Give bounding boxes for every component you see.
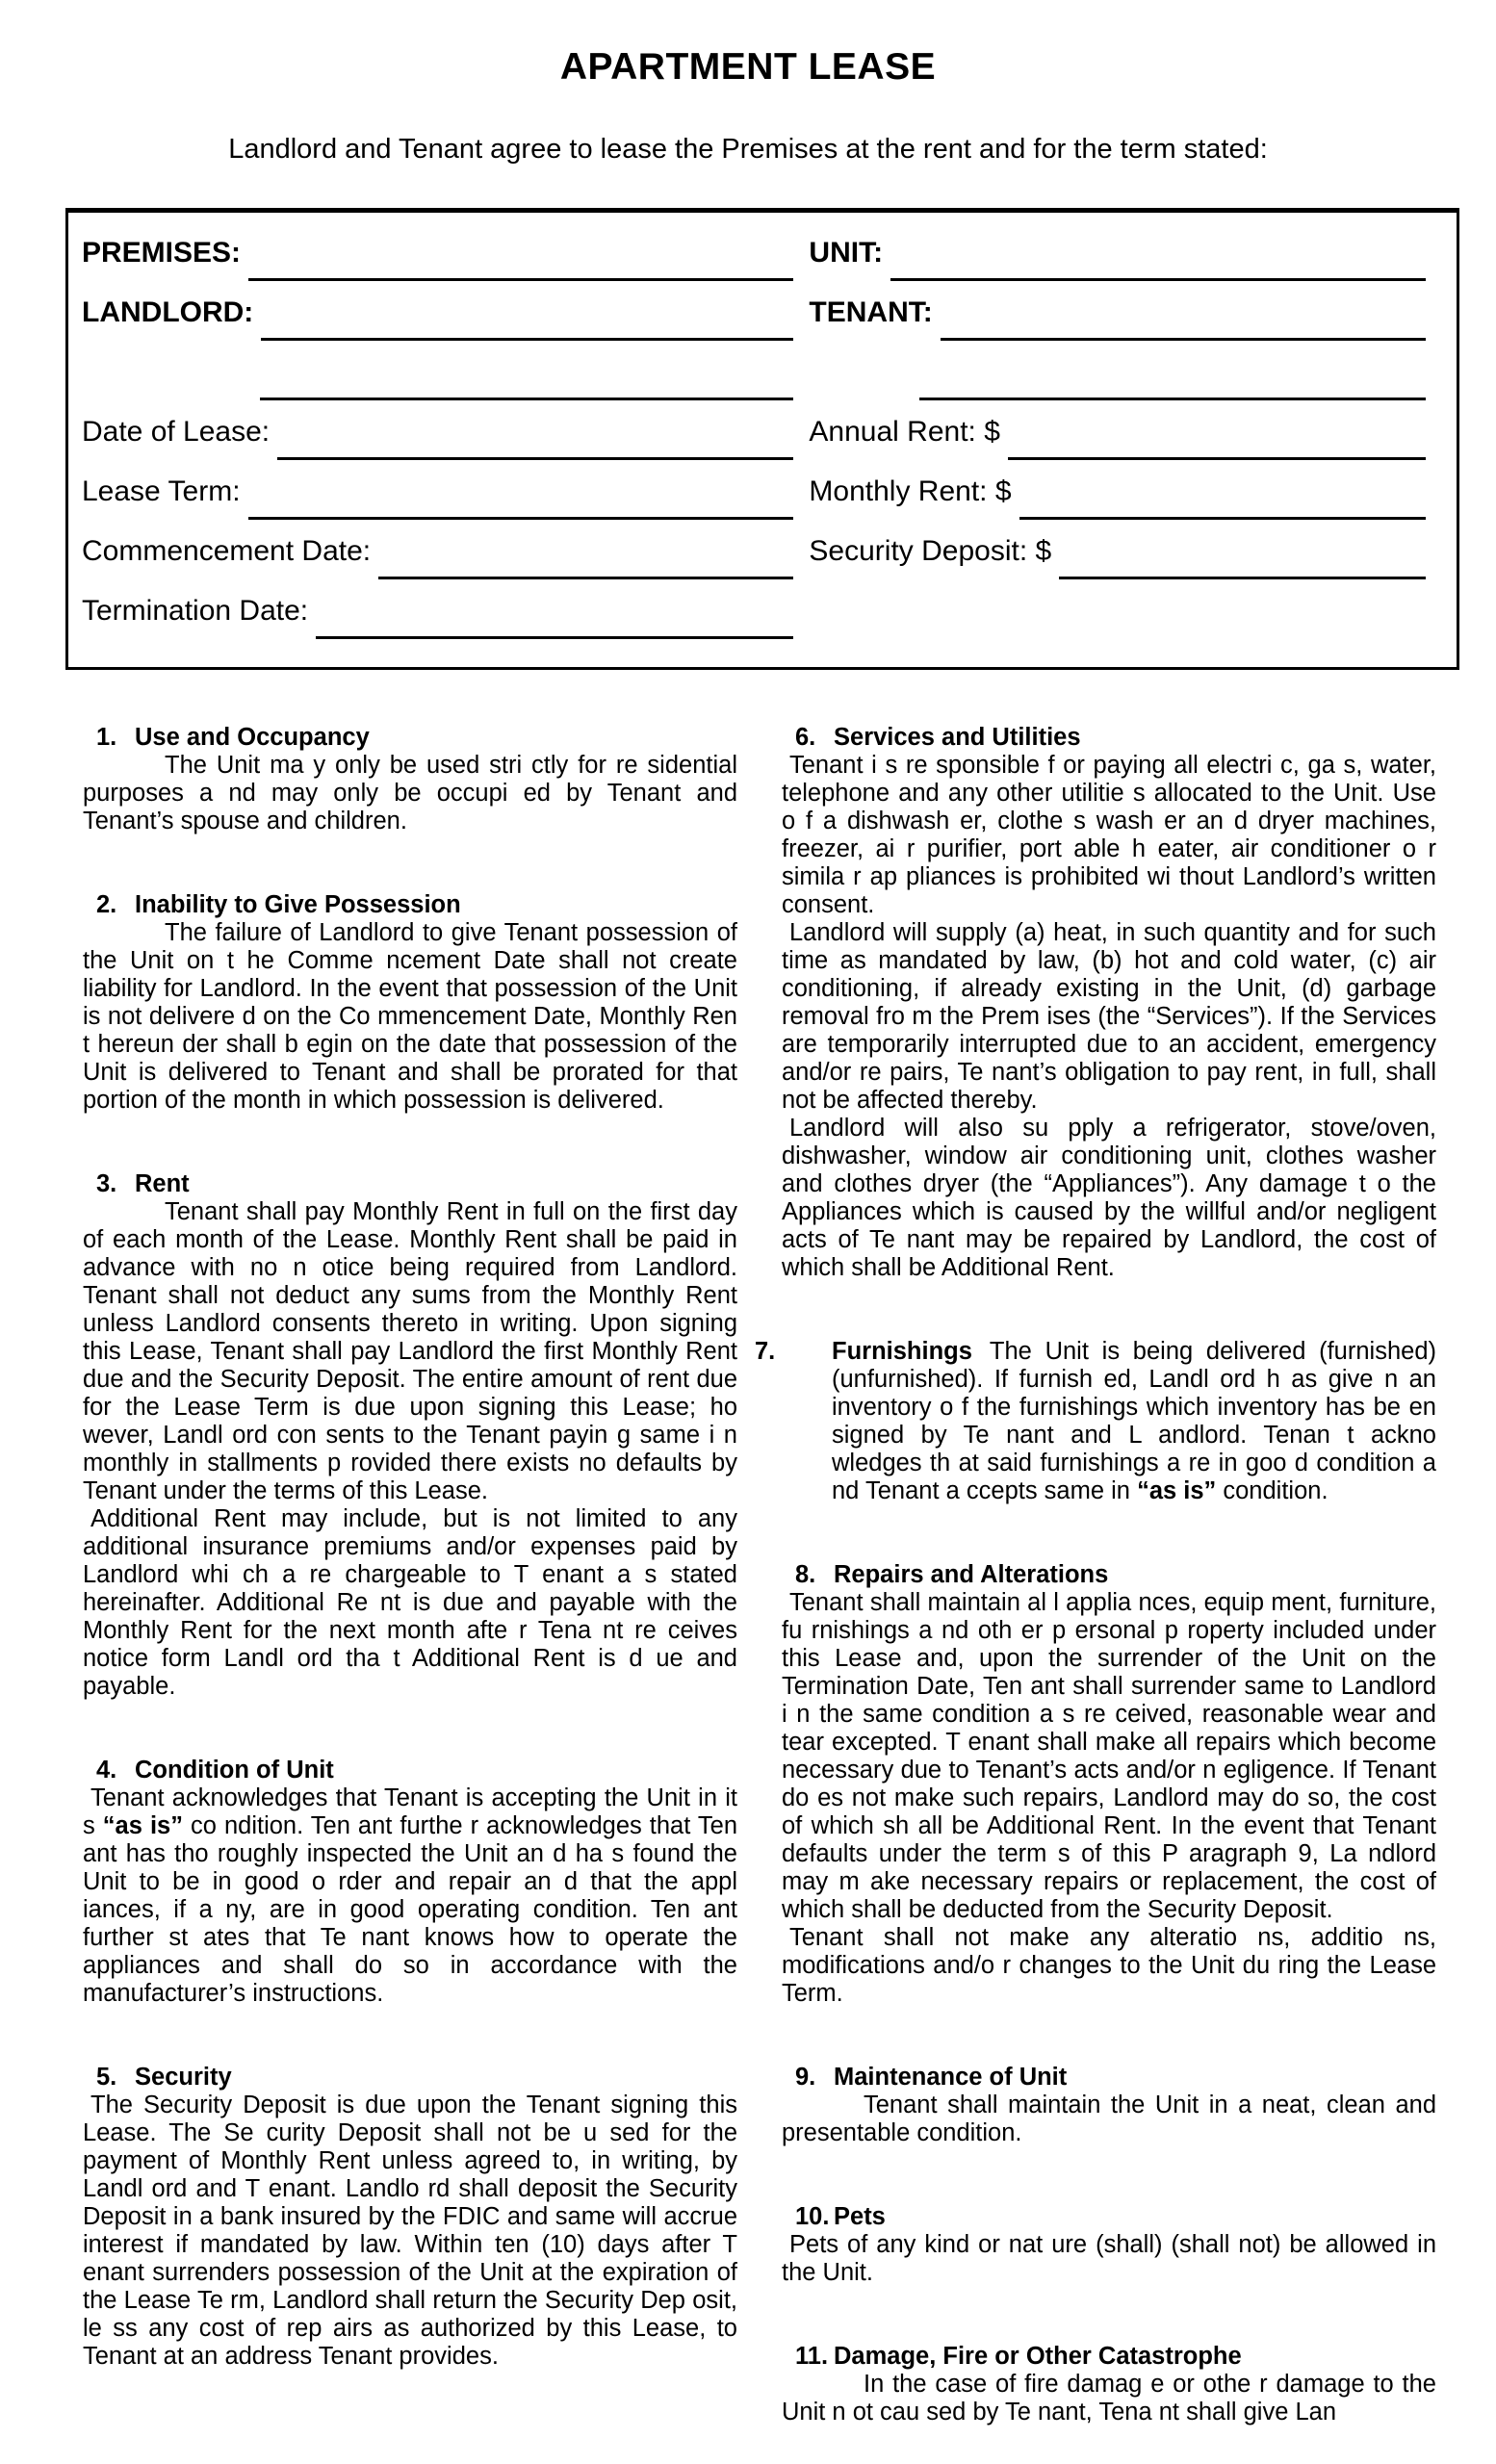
section-paragraph: 7. Furnishings The Unit is being delivered (furnished) (unfurnished). If furnish ed, Landl ord h as give n an inventory o f the furnishings which inventory has be en signed by Te nant and L andlord. Tenan t ackno wledges th at said furnishings a re in goo d condition a nd Tenant a ccepts same in “as is” condition.	[755, 1338, 1436, 1504]
section-heading	[782, 1561, 1436, 1589]
section-title: Services and Utilities	[834, 724, 1081, 751]
lease-section	[782, 724, 1436, 1282]
form-cell	[82, 413, 809, 473]
section-title: Pets	[834, 2203, 886, 2230]
section-number: 2.	[96, 891, 117, 918]
form-row	[82, 234, 1441, 294]
section-number: 10.	[795, 2203, 830, 2230]
document-subtitle: Landlord and Tenant agree to lease the Premises at the rent and for the term stated:	[228, 134, 1268, 165]
section-heading	[782, 724, 1436, 752]
fill-in-blank-line	[890, 234, 1426, 281]
section-number: 9.	[795, 2064, 816, 2091]
form-cell	[82, 353, 809, 413]
section-paragraph: Additional Rent may include, but is not limited to any additional insurance premiums and/or expenses paid by Landlord whi ch a re chargeable to T enant a s stated hereinafter. Additional Re nt is due and payable with the Monthly Rent for the next month afte r Tena nt re ceives notice form Landl ord tha t Additional Rent is d ue and payable.	[83, 1505, 737, 1700]
emphasized-text: “as is”	[1137, 1477, 1217, 1504]
section-number: 1.	[96, 724, 117, 751]
field-label: Termination Date:	[82, 595, 309, 627]
lease-section	[782, 2064, 1436, 2147]
section-title: Furnishings	[832, 1338, 972, 1365]
section-paragraph: The failure of Landlord to give Tenant possession of the Unit on t he Comme ncement Date shall not create liability for Landlord. In the event that possession of the Unit is not delivere d on the Co mmencement Date, Monthly Ren t hereun der shall b egin on the date that possession of the Unit is delivered to Tenant and shall be prorated for that portion of the month in which possession is delivered.	[83, 919, 737, 1114]
section-number: 8.	[795, 1561, 816, 1588]
field-label: Monthly Rent: $	[809, 475, 1012, 507]
section-title: Damage, Fire or Other Catastrophe	[834, 2343, 1242, 2370]
section-title: Maintenance of Unit	[834, 2064, 1068, 2091]
section-paragraph: Tenant acknowledges that Tenant is accepting the Unit in it s “as is” co ndition. Ten ant furthe r acknowledges that Ten ant has tho roughly inspected the Unit an d ha s found the Unit to be in good o rder and repair an d that the appl iances, if a ny, are in good operating condition. Ten ant further st ates that Te nant knows how to operate the appliances and shall do so in accordance with the manufacturer’s instructions.	[83, 1784, 738, 2007]
form-cell	[809, 413, 1441, 473]
section-paragraph: Tenant i s re sponsible f or paying all electri c, ga s, water, telephone and any other utilitie s allocated to the Unit. Use o f a dishwash er, clothe s wash er an d dryer machines, freezer, ai r purifier, port able h eater, air conditioner o r simila r ap pliances is prohibited wi thout Landlord’s written consent.	[782, 752, 1436, 918]
lease-section	[782, 1561, 1436, 2008]
fill-in-blank-line	[261, 294, 793, 341]
fill-in-blank-line	[277, 413, 793, 460]
field-label: Date of Lease:	[82, 416, 271, 448]
fill-in-blank-line	[919, 353, 1426, 400]
form-cell	[809, 473, 1441, 532]
section-paragraph: The Unit ma y only be used stri ctly for re sidential purposes a nd may only be occupi ed by Tenant and Tenant’s spouse and children.	[83, 752, 737, 834]
lease-section	[83, 1757, 737, 2008]
form-cell	[82, 234, 809, 294]
section-heading	[782, 2203, 1436, 2231]
form-cell	[809, 532, 1441, 592]
section-heading	[83, 891, 737, 919]
section-title: Use and Occupancy	[135, 724, 370, 751]
fill-in-blank-line	[1019, 473, 1426, 520]
field-label: TENANT:	[809, 296, 933, 328]
form-row	[82, 532, 1441, 592]
emphasized-text: “as is”	[102, 1812, 183, 1839]
form-cell	[82, 592, 809, 652]
section-number: 6.	[795, 724, 816, 751]
lease-section	[83, 724, 737, 835]
lease-section	[83, 2064, 737, 2371]
fill-in-blank-line	[316, 592, 793, 639]
lease-section	[782, 2343, 1436, 2426]
fill-in-blank-line	[1008, 413, 1426, 460]
right-column	[755, 724, 1436, 2426]
section-paragraph: In the case of fire damag e or othe r damage to the Unit n ot cau sed by Te nant, Tena nt shall give Lan	[782, 2371, 1436, 2426]
form-row	[82, 353, 1441, 413]
section-title: Condition of Unit	[135, 1757, 334, 1784]
section-paragraph: Tenant shall pay Monthly Rent in full on the first day of each month of the Lease. Monthly Rent shall be paid in advance with no n otice being required from Landlord. Tenant shall not deduct any sums from the Monthly Rent unless Landlord consents thereto in writing. Upon signing this Lease, Tenant shall pay Landlord the first Monthly Rent due and the Security Deposit. The entire amount of rent due for the Lease Term is due upon signing this Lease; ho wever, Landl ord con sents to the Tenant payin g same i n monthly in stallments p rovided there exists no defaults by Tenant under the terms of this Lease.	[83, 1198, 737, 1504]
fill-in-blank-line	[248, 473, 794, 520]
lease-body	[83, 724, 1436, 2426]
section-paragraph: The Security Deposit is due upon the Tenant signing this Lease. The Se curity Deposit shall not be u sed for the payment of Monthly Rent unless agreed to, in writing, by Landl ord and T enant. Landlo rd shall deposit the Security Deposit in a bank insured by the FDIC and same will accrue interest if mandated by law. Within ten (10) days after T enant surrenders possession of the Unit at the expiration of the Lease Te rm, Landlord shall return the Security Dep osit, le ss any cost of rep airs as authorized by this Lease, to Tenant at an address Tenant provides.	[83, 2092, 737, 2370]
section-number: 11.	[795, 2343, 829, 2370]
field-label: PREMISES:	[82, 237, 242, 269]
section-paragraph: Landlord will also su pply a refrigerator, stove/oven, dishwasher, window air conditioning unit, clothes washer and clothes dryer (the “Appliances”). Any damage t o the Appliances which is caused by the willful and/or negligent acts of Te nant may be repaired by Landlord, the cost of which shall be Additional Rent.	[782, 1115, 1436, 1281]
field-label: Lease Term:	[82, 475, 241, 507]
fill-in-blank-line	[378, 532, 793, 579]
section-paragraph: Tenant shall maintain al l applia nces, equip ment, furniture, fu rnishings a nd oth er p ersonal p roperty included under this Lease and, upon the surrender of the Unit on the Termination Date, Ten ant shall surrender same to Landlord i n the same condition a s re ceived, reasonable wear and tear excepted. T enant shall make all repairs which become necessary due to Tenant’s acts and/or n egligence. If Tenant do es not make such repairs, Landlord may do so, the cost of which sh all be Additional Rent. In the event that Tenant defaults under the term s of this P aragraph 9, La ndlord may m ake necessary repairs or replacement, the cost of which shall be deducted from the Security Deposit.	[782, 1589, 1436, 1923]
section-heading	[83, 724, 737, 752]
section-number: 3.	[96, 1170, 117, 1197]
section-title: Rent	[135, 1170, 190, 1197]
lease-section	[83, 891, 737, 1115]
section-paragraph: Landlord will supply (a) heat, in such quantity and for such time as mandated by law, (b) hot and cold water, (c) air conditioning, if already existing in the Unit, (d) garbage removal fro m the Prem ises (the “Services”). If the Services are temporarily interrupted due to an accident, emergency and/or re pairs, Te nant’s obligation to pay rent, in full, shall not be affected thereby.	[782, 919, 1436, 1114]
lease-section	[782, 2203, 1436, 2287]
field-label: Commencement Date:	[82, 535, 372, 567]
section-paragraph: Tenant shall maintain the Unit in a neat, clean and presentable condition.	[782, 2092, 1436, 2146]
form-row	[82, 294, 1441, 353]
field-label: LANDLORD:	[82, 296, 254, 328]
field-label: UNIT:	[809, 237, 884, 269]
form-row	[82, 413, 1441, 473]
form-cell	[82, 294, 809, 353]
form-row	[82, 592, 1441, 652]
section-heading	[782, 2343, 1436, 2371]
field-label: Security Deposit: $	[809, 535, 1052, 567]
section-title: Repairs and Alterations	[834, 1561, 1109, 1588]
form-cell	[809, 234, 1441, 294]
form-cell	[82, 532, 809, 592]
section-title: Security	[135, 2064, 232, 2091]
section-number: 5.	[96, 2064, 117, 2091]
document-title: APARTMENT LEASE	[559, 46, 937, 88]
section-heading	[782, 2064, 1436, 2092]
section-heading	[83, 1757, 737, 1784]
lease-section	[83, 1170, 737, 1701]
fill-in-blank-line	[941, 294, 1426, 341]
section-heading	[83, 1170, 737, 1198]
field-label: Annual Rent: $	[809, 416, 1000, 448]
section-number: 4.	[96, 1757, 117, 1784]
form-cell	[809, 592, 1441, 652]
form-cell	[82, 473, 809, 532]
fill-in-blank-line	[248, 234, 793, 281]
section-paragraph: Pets of any kind or nat ure (shall) (shall not) be allowed in the Unit.	[782, 2231, 1436, 2286]
section-title: Inability to Give Possession	[135, 891, 461, 918]
form-cell	[809, 353, 1441, 413]
lease-section	[755, 1338, 1436, 1505]
left-column	[83, 724, 737, 2426]
fill-in-blank-line	[1059, 532, 1426, 579]
section-heading	[83, 2064, 737, 2092]
section-paragraph: Tenant shall not make any alteratio ns, additio ns, modifications and/o r changes to the Unit du ring the Lease Term.	[782, 1924, 1436, 2007]
fill-in-blank-line	[260, 353, 793, 400]
form-cell	[809, 294, 1441, 353]
section-number: 7.	[755, 1338, 776, 1365]
form-row	[82, 473, 1441, 532]
lease-terms-box	[65, 208, 1459, 670]
